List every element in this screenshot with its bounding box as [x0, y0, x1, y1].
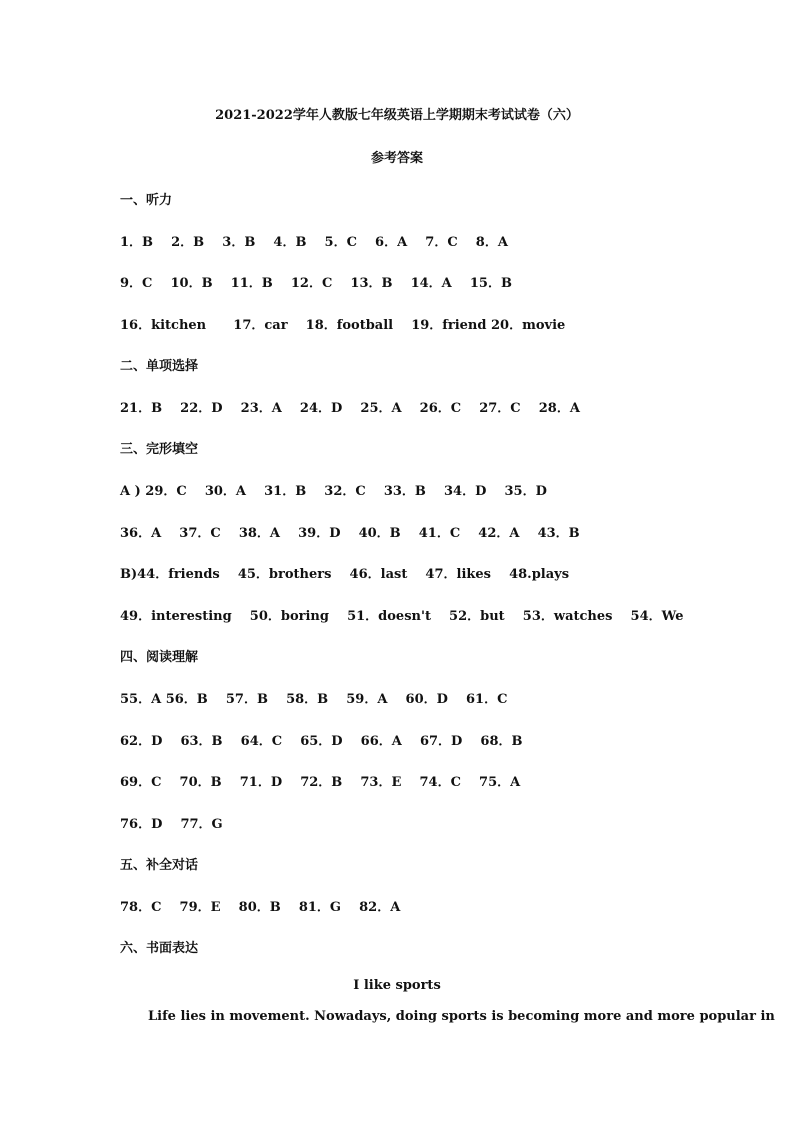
answer-line: 21．B 22．D 23．A 24．D 25．A 26．C 27．C 28．A	[120, 401, 580, 416]
answer-line: 78．C 79．E 80．B 81．G 82．A	[120, 900, 401, 915]
essay-paragraph: Life lies in movement. Nowadays, doing sports is becoming more and more popular in	[148, 1009, 775, 1024]
answer-line: 49．interesting 50．boring 51．doesn't 52．but 53．watches 54．We	[120, 609, 684, 624]
document-title: 2021-2022学年人教版七年级英语上学期期末考试试卷（六）	[215, 108, 579, 123]
section-heading-single-choice: 二、单项选择	[120, 359, 199, 374]
answer-line: 1．B 2．B 3．B 4．B 5．C 6．A 7．C 8．A	[120, 235, 508, 250]
answer-line: 16．kitchen 17．car 18．football 19．friend 20．movie	[120, 318, 566, 333]
answer-line: 55．A 56．B 57．B 58．B 59．A 60．D 61．C	[120, 692, 508, 707]
answer-line: 9．C 10．B 11．B 12．C 13．B 14．A 15．B	[120, 276, 512, 291]
essay-title: I like sports	[353, 978, 441, 993]
section-heading-listening: 一、听力	[120, 193, 173, 208]
document-subtitle: 参考答案	[370, 151, 423, 166]
answer-line: 69．C 70．B 71．D 72．B 73．E 74．C 75．A	[120, 775, 521, 790]
answer-line: B)44．friends 45．brothers 46．last 47．likes 48.plays	[120, 567, 570, 582]
answer-line: 36．A 37．C 38．A 39．D 40．B 41．C 42．A 43．B	[120, 526, 580, 541]
answer-line: 76．D 77．G	[120, 817, 223, 832]
section-heading-cloze: 三、完形填空	[120, 442, 199, 457]
section-heading-dialogue: 五、补全对话	[120, 858, 199, 873]
answer-line: 62．D 63．B 64．C 65．D 66．A 67．D 68．B	[120, 734, 523, 749]
section-heading-reading: 四、阅读理解	[120, 650, 199, 665]
answer-line: A ) 29．C 30．A 31．B 32．C 33．B 34．D 35．D	[120, 484, 547, 499]
section-heading-writing: 六、书面表达	[120, 941, 199, 956]
